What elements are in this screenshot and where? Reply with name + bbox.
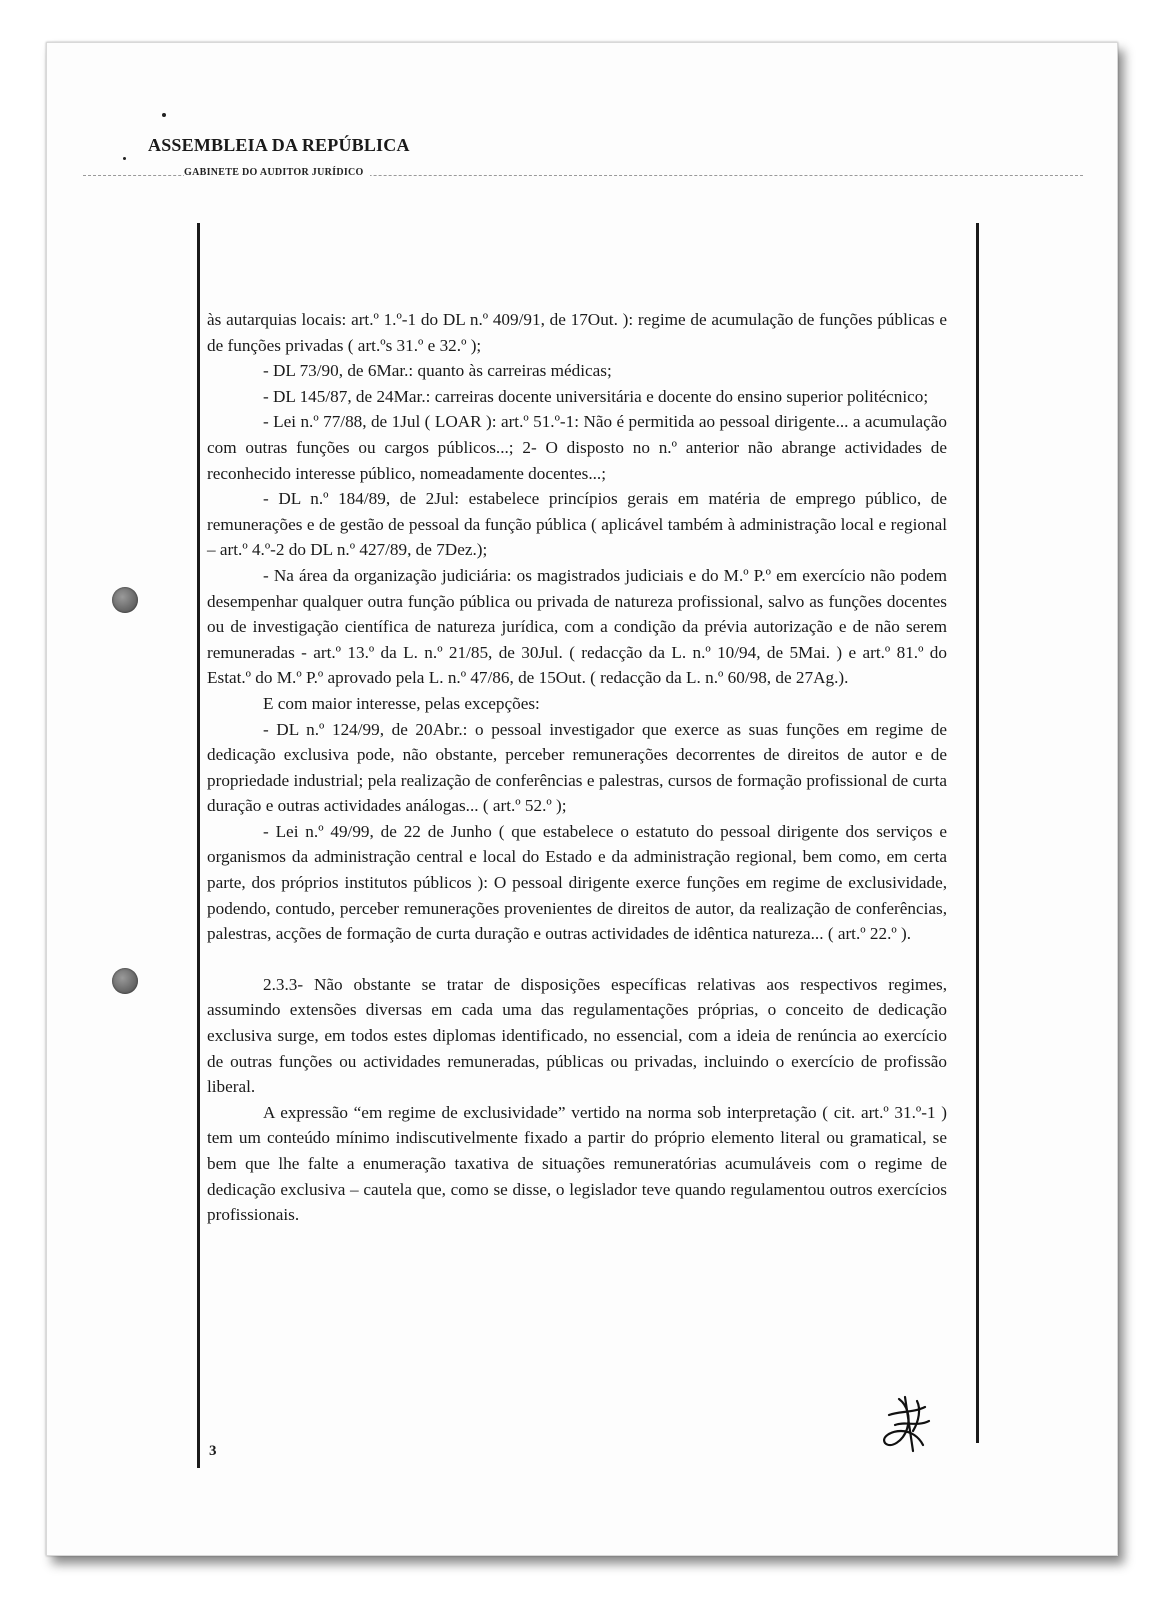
left-margin-line: [197, 223, 200, 1468]
body-paragraph: - Lei n.º 77/88, de 1Jul ( LOAR ): art.º 51.º-1: Não é permitida ao pessoal dirigente... a acumulação com outras funções ou cargos públicos...; 2- O disposto no n.º anterior não abrange actividades de reconhecido interesse público, nomeadamente docentes...;: [207, 412, 947, 483]
body-paragraph: - DL n.º 184/89, de 2Jul: estabelece princípios gerais em matéria de emprego público, de remunerações e de gestão de pessoal da função pública ( aplicável também à administração local e regional – art.º 4.º-2 do DL n.º 427/89, de 7Dez.);: [207, 489, 947, 560]
body-paragraph: - DL 145/87, de 24Mar.: carreiras docente universitária e docente do ensino superior politécnico;: [263, 386, 929, 406]
paragraph-spacer: [207, 947, 947, 972]
body-paragraph: - Na área da organização judiciária: os magistrados judiciais e do M.º P.º em exercício não podem desempenhar qualquer outra função pública ou privada de natureza profissional, salvo as funções docentes ou de investigação científica de natureza jurídica, com a condição da prévia autorização e de não serem remuneradas - art.º 13.º da L. n.º 21/85, de 30Jul. ( redacção da L. n.º 10/94, de 5Mai. ) e art.º 81.º do Estat.º do M.º P.º aprovado pela L. n.º 47/86, de 15Out. ( redacção da L. n.º 60/98, de 27Ag.).: [207, 565, 947, 688]
body-paragraph: - Lei n.º 49/99, de 22 de Junho ( que estabelece o estatuto do pessoal dirigente dos serviços e organismos da administração central e local do Estado e da administração regional, bem como, em certa parte, dos próprios institutos públicos ): O pessoal dirigente exerce funções em regime de exclusividade, podendo, contudo, perceber remunerações provenientes de direitos de autor, da realização de conferências, palestras, acções de formação de curta duração e outras actividades de idêntica natureza... ( art.º 22.º ).: [207, 821, 947, 944]
page-number: 3: [209, 1443, 217, 1459]
document-page: [46, 42, 1118, 1556]
organization-name: ASSEMBLEIA DA REPÚBLICA: [148, 135, 410, 155]
right-margin-line: [976, 223, 979, 1443]
body-paragraph: - DL n.º 124/99, de 20Abr.: o pessoal investigador que exerce as suas funções em regime de dedicação exclusiva pode, não obstante, perceber remunerações decorrentes de direitos de autor e de propriedade industrial; pela realização de conferências e palestras, cursos de formação profissional de curta duração e outras actividades análogas... ( art.º 52.º );: [207, 719, 947, 816]
punch-hole: [112, 968, 138, 994]
department-name: GABINETE DO AUDITOR JURÍDICO: [184, 167, 370, 178]
body-paragraph: A expressão “em regime de exclusividade” vertido na norma sob interpretação ( cit. art.º 31.º-1 ) tem um conteúdo mínimo indiscutivelmente fixado a partir do próprio elemento literal ou gramatical, se bem que lhe falte a enumeração taxativa de situações remuneratórias acumuláveis com o regime de dedicação exclusiva – cautela que, como se disse, o legislador teve quando regulamentou outros exercícios profissionais.: [207, 1102, 947, 1225]
punch-hole: [112, 587, 138, 613]
signature-mark: [877, 1391, 937, 1461]
print-speck: [162, 113, 166, 117]
body-paragraph: E com maior interesse, pelas excepções:: [263, 693, 540, 713]
print-speck: [123, 157, 126, 160]
body-paragraph: - DL 73/90, de 6Mar.: quanto às carreiras médicas;: [263, 361, 612, 381]
body-paragraph: às autarquias locais: art.º 1.º-1 do DL n.º 409/91, de 17Out. ): regime de acumulação de funções públicas e de funções privadas ( art.ºs 31.º e 32.º );: [207, 310, 947, 355]
body-text: [207, 307, 947, 1228]
body-paragraph: 2.3.3- Não obstante se tratar de disposições específicas relativas aos respectivos regimes, assumindo extensões diversas em cada uma das regulamentações próprias, o conceito de dedicação exclusiva surge, em todos estes diplomas identificado, no essencial, com a ideia de renúncia ao exercício de outras funções ou actividades remuneradas, públicas ou privadas, incluindo o exercício de profissão liberal.: [207, 974, 947, 1097]
